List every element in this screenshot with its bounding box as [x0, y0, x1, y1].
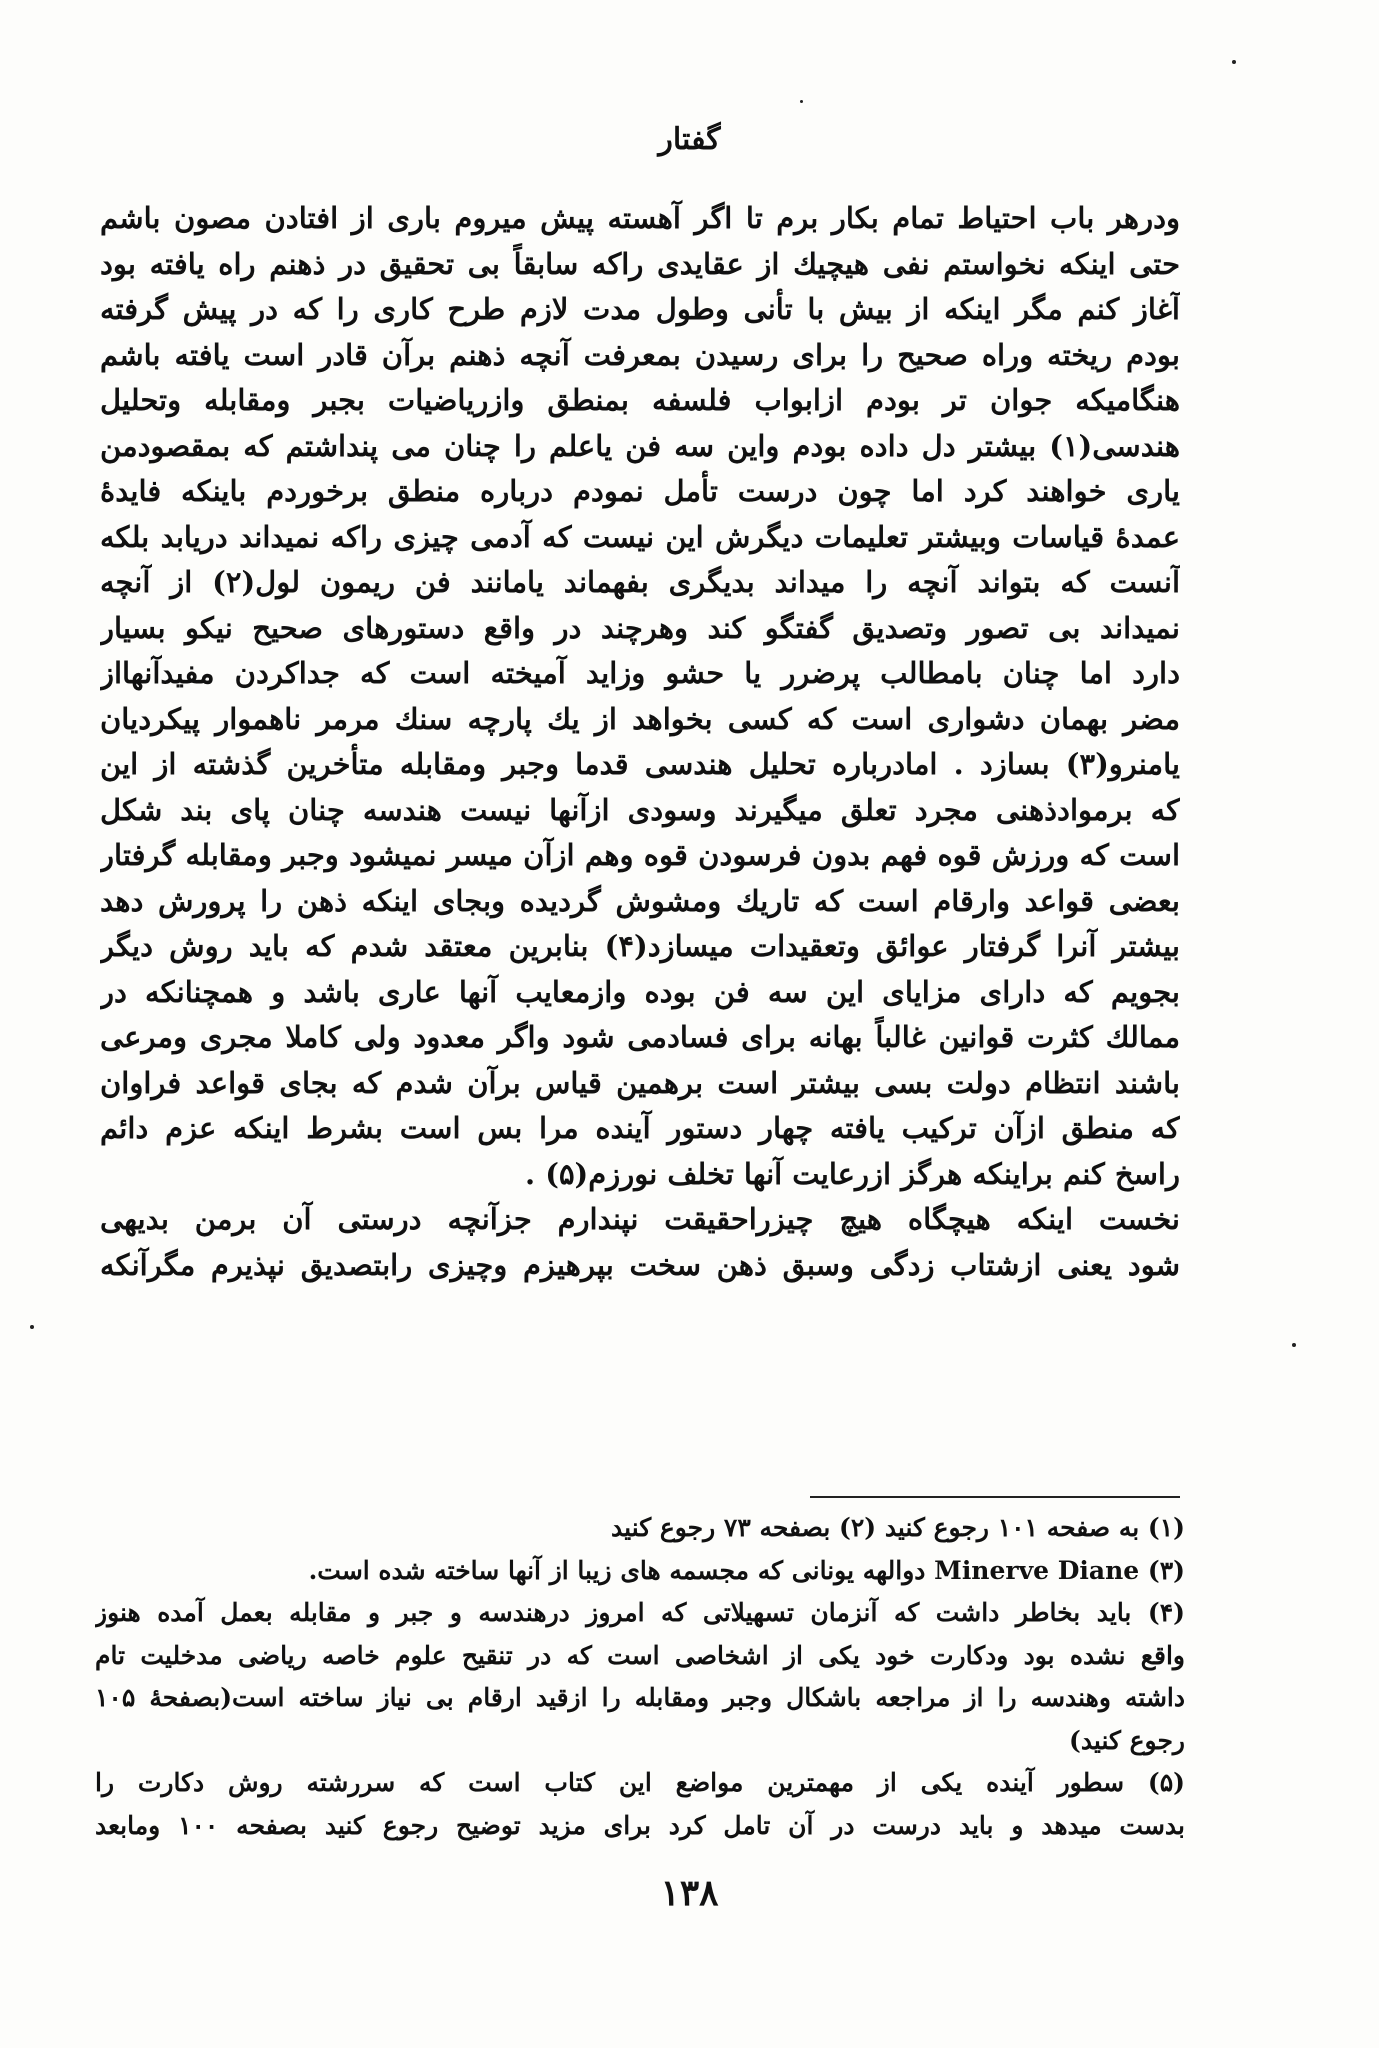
- text-line: آغاز کنم مگر اینکه از بیش با تأنی وطول مدت لازم طرح کاری را که در پیش گرفته: [100, 292, 1180, 326]
- footnote-line: (۱) به صفحه ۱۰۱ رجوع کنید (۲) بصفحه ۷۳ رجوع کنید: [611, 1513, 1185, 1542]
- text-line: دارد اما چنان بامطالب پرضرر یا حشو وزاید آمیخته است که جداکردن مفیدآنهااز: [100, 656, 1180, 690]
- text-line: هنگامیکه جوان تر بودم ازابواب فلسفه بمنطق وازریاضیات بجبر ومقابله وتحلیل: [100, 383, 1180, 417]
- text-line: عمدهٔ قیاسات وبیشتر تعلیمات دیگرش این نیست که آدمی چیزی راکه نمیداند دریابد بلکه: [100, 519, 1180, 554]
- text-line: شود یعنی ازشتاب زدگی وسبق ذهن سخت بپرهیزم وچیزی رابتصدیق نپذیرم مگرآنکه: [100, 1247, 1180, 1282]
- scan-speck: [800, 100, 803, 103]
- text-line: راسخ کنم براینکه هرگز ازرعایت آنها تخلف نورزم(۵) .: [525, 1156, 1180, 1191]
- footnotes-block: [95, 1507, 1185, 1847]
- footnote-line: رجوع کنید): [1068, 1725, 1185, 1755]
- footnote-line: (۴) باید بخاطر داشت که آنزمان تسهیلاتی که امروز درهندسه و جبر و مقابله بعمل آمده هنوز: [95, 1598, 1185, 1627]
- text-line: هندسی(۱) بیشتر دل داده بودم واین سه فن یاعلم را چنان می پنداشتم که بمقصودمن: [100, 428, 1180, 463]
- text-line: که منطق ازآن ترکیب یافته چهار دستور آینده مرا بس است بشرط اینکه عزم دائم: [100, 1111, 1180, 1145]
- scan-speck: [1232, 60, 1236, 64]
- text-line: آنست که بتواند آنچه را میداند بدیگری بفهماند یامانند فن ریمون لول(۲) از آنچه: [100, 565, 1180, 599]
- text-line: است که ورزش قوه فهم بدون فرسودن قوه وهم ازآن میسر نمیشود وجبر ومقابله گرفتار: [100, 838, 1180, 872]
- text-line: یاری خواهند کرد اما چون درست تأمل نمودم درباره منطق برخوردم باینکه فایدهٔ: [100, 474, 1180, 508]
- text-line: بیشتر آنرا گرفتار عوائق وتعقیدات میسازد(۴) بنابرین معتقد شدم که باید روش دیگر: [100, 929, 1180, 963]
- text-line: نمیداند بی تصور وتصدیق گفتگو کند وهرچند در واقع دستورهای صحیح نیکو بسیار: [100, 610, 1180, 645]
- text-line: ممالك کثرت قوانین غالباً بهانه برای فسادمی شود واگر معدود ولی کاملا مجری ومرعی: [100, 1020, 1180, 1054]
- text-line: بعضی قواعد وارقام است که تاریك ومشوش گردیده وبجای اینکه ذهن را پرورش دهد: [100, 883, 1180, 918]
- footnote-line: واقع نشده بود ودکارت خود یکی از اشخاصی است که در تنقیح علوم خاصه ریاضی مدخلیت تام: [95, 1640, 1185, 1670]
- footnote-divider: [810, 1496, 1180, 1498]
- text-line: مضر بهمان دشواری است که کسی بخواهد از یك پارچه سنك مرمر ناهموار پیکردیان: [100, 701, 1180, 736]
- footnote-line: بدست میدهد و باید درست در آن تامل کرد برای مزید توضیح رجوع کنید بصفحه ۱۰۰ ومابعد: [95, 1810, 1185, 1840]
- footnote-line: (۵) سطور آینده یکی از مهمترین مواضع این کتاب است که سررشته روش دکارت را: [95, 1768, 1185, 1797]
- text-line: که برموادذهنی مجرد تعلق میگیرند وسودی ازآنها نیست هندسه چنان پای بند شکل: [100, 792, 1180, 827]
- text-line: نخست اینکه هیچگاه هیچ چیزراحقیقت نپندارم جزآنچه درستی آن برمن بدیهی: [100, 1202, 1180, 1236]
- text-line: باشند انتظام دولت بسی بیشتر است برهمین قیاس برآن شدم که بجای قواعد فراوان: [100, 1065, 1180, 1100]
- footnote-line: (۳) Minerve Diane دوالهه یونانی که مجسمه های زیبا از آنها ساخته شده است.: [308, 1555, 1185, 1585]
- page-title: گفتار: [658, 122, 721, 157]
- text-line: حتی اینکه نخواستم نفی هیچیك از عقایدی راكه سابقاً بی تحقیق در ذهنم راه یافته بود: [100, 246, 1180, 281]
- page-number: ۱۳۸: [660, 1872, 719, 1914]
- scan-speck: [30, 1325, 34, 1329]
- text-line: بودم ریخته وراه صحیح را برای رسیدن بمعرفت آنچه ذهنم برآن قادر است یافته باشم: [100, 337, 1180, 372]
- scan-speck: [1292, 1343, 1296, 1347]
- text-line: یامنرو(۳) بسازد . امادرباره تحلیل هندسی قدما وجبر ومقابله متأخرین گذشته از این: [100, 747, 1180, 781]
- text-line: ودرهر باب احتیاط تمام بکار برم تا اگر آهسته پیش میروم باری از افتادن مصون باشم: [100, 201, 1180, 235]
- main-text-block: [100, 196, 1180, 1288]
- text-line: بجویم که دارای مزایای این سه فن بوده وازمعایب آنها عاری باشد و همچنانکه در: [100, 974, 1180, 1009]
- footnote-line: داشته وهندسه را از مراجعه باشکال وجبر ومقابله را ازقید ارقام بی نیاز ساخته است(بصفحهٔ ۱۰۵: [95, 1683, 1185, 1712]
